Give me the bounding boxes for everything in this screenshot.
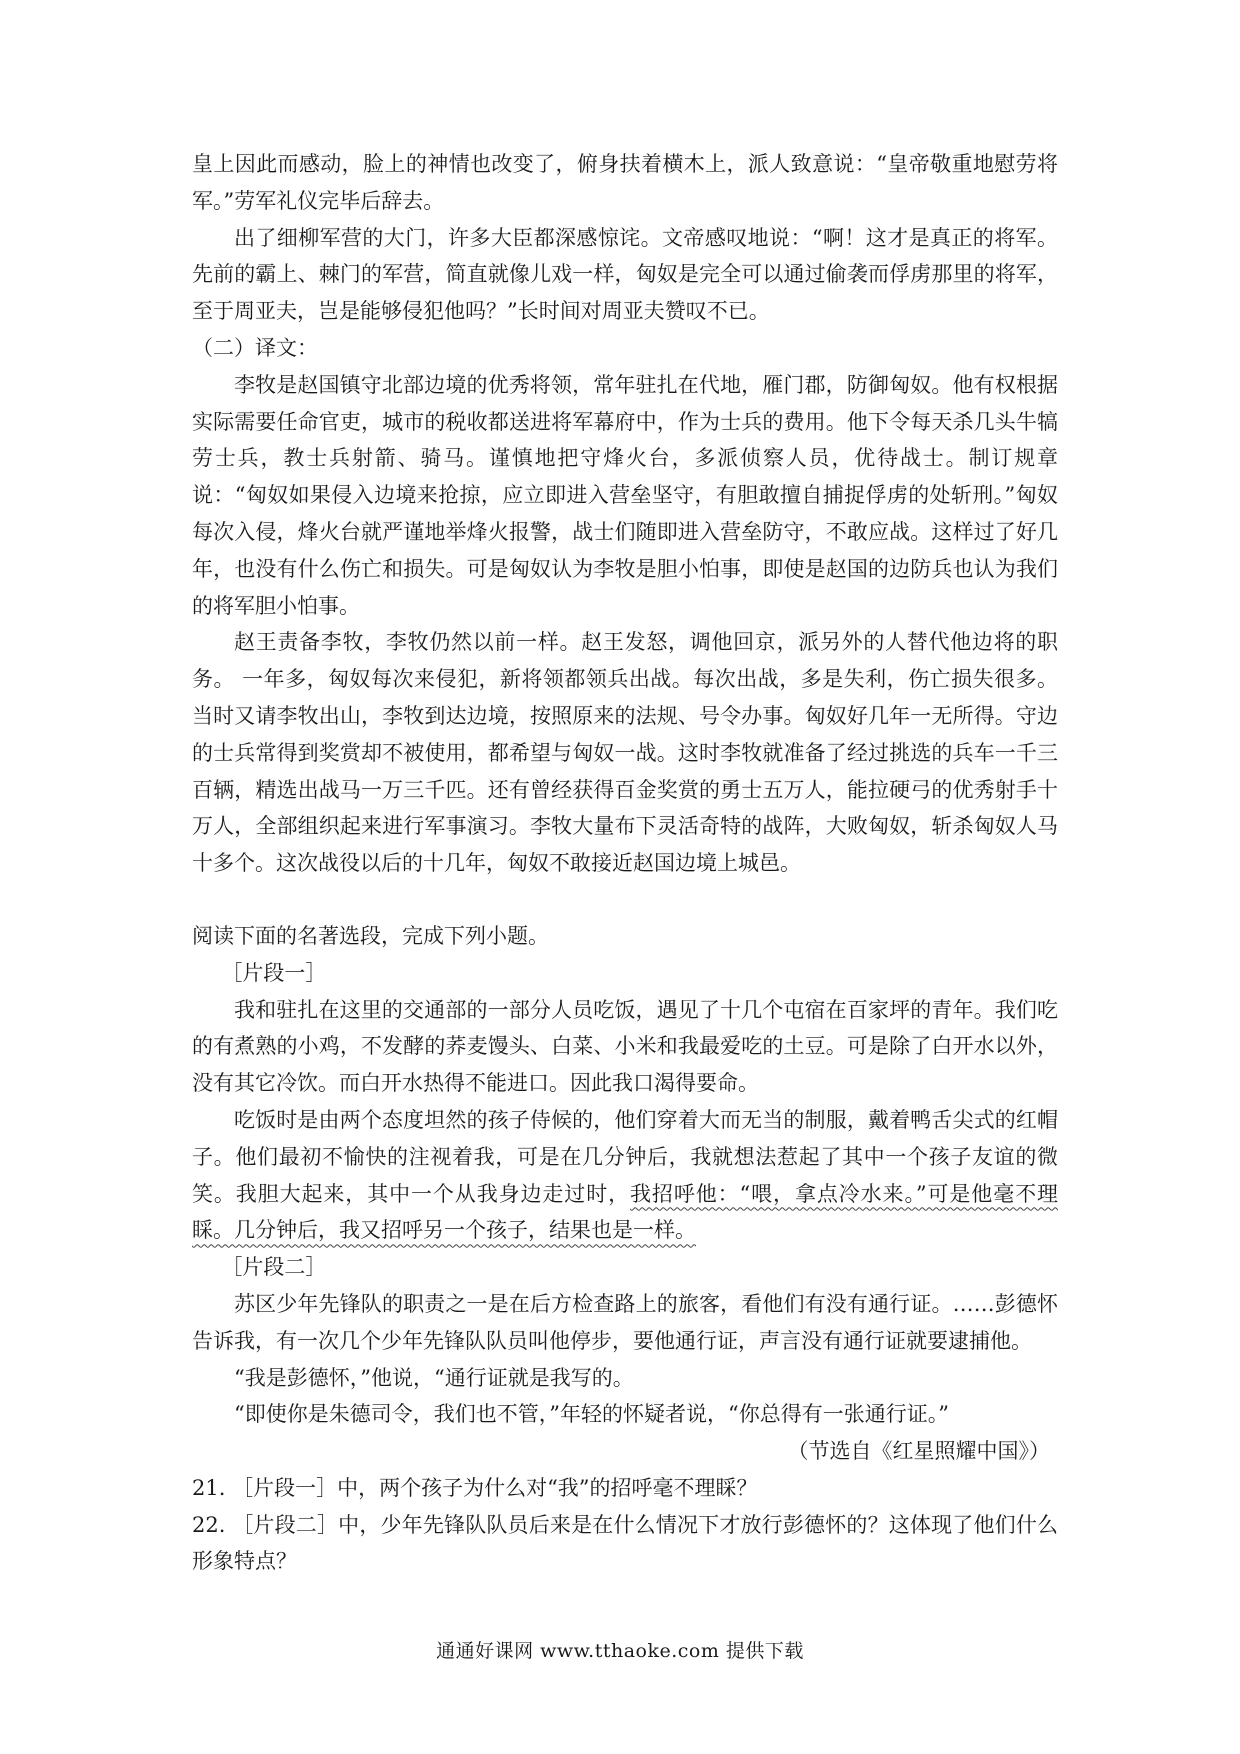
document-body [192,146,1058,1580]
section-two-heading: （二）译文： [192,335,318,360]
fragment-two-paragraph-2: “我是彭德怀，”他说，“通行证就是我写的。 [234,1365,634,1390]
fragment-one-paragraph-1: 我和驻扎在这里的交通部的一部分人员吃饭，遇见了十几个屯宿在百家坪的青年。我们吃的有煮熟的小鸡，不发酵的荞麦馒头、白菜、小米和我最爱吃的土豆。可是除了白开水以外，没有其它冷饮。而白开水热得不能进口。因此我口渴得要命。 [192,997,1058,1096]
section-two-paragraph-1: 李牧是赵国镇守北部边境的优秀将领，常年驻扎在代地，雁门郡，防御匈奴。他有权根据实际需要任命官吏，城市的税收都送进将军幕府中，作为士兵的费用。他下令每天杀几头牛犒劳士兵，教士兵射箭、骑马。谨慎地把守烽火台，多派侦察人员，优待战士。制订规章说：“匈奴如果侵入边境来抢掠，应立即进入营垒坚守，有胆敢擅自捕捉俘虏的处斩刑。”匈奴每次入侵，烽火台就严谨地举烽火报警，战士们随即进入营垒防守，不敢应战。这样过了好几年，也没有什么伤亡和损失。可是匈奴认为李牧是胆小怕事，即使是赵国的边防兵也认为我们的将军胆小怕事。 [192,372,1058,618]
section-two-paragraph-2: 赵王责备李牧，李牧仍然以前一样。赵王发怒，调他回京，派另外的人替代他边将的职务。 一年多，匈奴每次来侵犯，新将领都领兵出战。每次出战，多是失利，伤亡损失很多。当时又请李牧出山，李牧到达边境，按照原来的法规、号令办事。匈奴好几年一无所得。守边的士兵常得到奖赏却不被使用，都希望与匈奴一战。这时李牧就准备了经过挑选的兵车一千三百辆，精选出战马一万三千匹。还有曾经获得百金奖赏的勇士五万人，能拉硬弓的优秀射手十万人，全部组织起来进行军事演习。李牧大量布下灵活奇特的战阵，大败匈奴，斩杀匈奴人马十多个。这次战役以后的十几年，匈奴不敢接近赵国边境上城邑。 [192,630,1058,876]
translation-paragraph-emperor-reaction: 皇上因此而感动，脸上的神情也改变了，俯身扶着横木上，派人致意说：“皇帝敬重地慰劳将军。”劳军礼仪完毕后辞去。 [192,152,1058,213]
reading-instruction: 阅读下面的名著选段，完成下列小题。 [192,923,549,948]
fragment-two-paragraph-3: “即使你是朱德司令，我们也不管，”年轻的怀疑者说，“你总得有一张通行证。” [234,1402,949,1427]
page-footer: 通通好课网 www.tthaoke.com 提供下载 [436,1640,804,1662]
fragment-one-paragraph-2 [192,1102,1058,1249]
fragment-one-paragraph-2-text: 吃饭时是由两个态度坦然的孩子侍候的，他们穿着大而无当的制服，戴着鸭舌尖式的红帽子。他们最初不愉快的注视着我，可是在几分钟后，我就想法惹起了其中一个孩子友谊的微笑。我胆大起来，其中一个从我身边走过时， [192,1107,1058,1206]
fragment-two-label: ［片段二］ [221,1255,327,1280]
wavy-underlined-sentence: 我招呼他：“喂，拿点冷水来。”可是他毫不理睬。几分钟后，我又招呼另一个孩子，结果也是一样。 [192,1181,1058,1243]
fragment-one-label: ［片段一］ [221,960,327,985]
question-21: 21. ［片段一］中，两个孩子为什么对“我”的招呼毫不理睬？ [192,1475,758,1500]
question-22: 22. ［片段二］中，少年先锋队队员后来是在什么情况下才放行彭德怀的？这体现了他们什么形象特点？ [192,1512,1058,1574]
section-gap [192,882,1058,918]
translation-paragraph-xiliu-camp: 出了细柳军营的大门，许多大臣都深感惊诧。文帝感叹地说：“啊！这才是真正的将军。先前的霸上、棘门的军营，简直就像儿戏一样，匈奴是完全可以通过偷袭而俘虏那里的将军，至于周亚夫，岂是能够侵犯他吗？”长时间对周亚夫赞叹不已。 [192,225,1058,324]
fragment-two-paragraph-1: 苏区少年先锋队的职责之一是在后方检查路上的旅客，看他们有没有通行证。……彭德怀告诉我，有一次几个少年先锋队队员叫他停步，要他通行证，声言没有通行证就要逮捕他。 [192,1291,1058,1353]
excerpt-source: （节选自《红星照耀中国》） [787,1439,1050,1464]
